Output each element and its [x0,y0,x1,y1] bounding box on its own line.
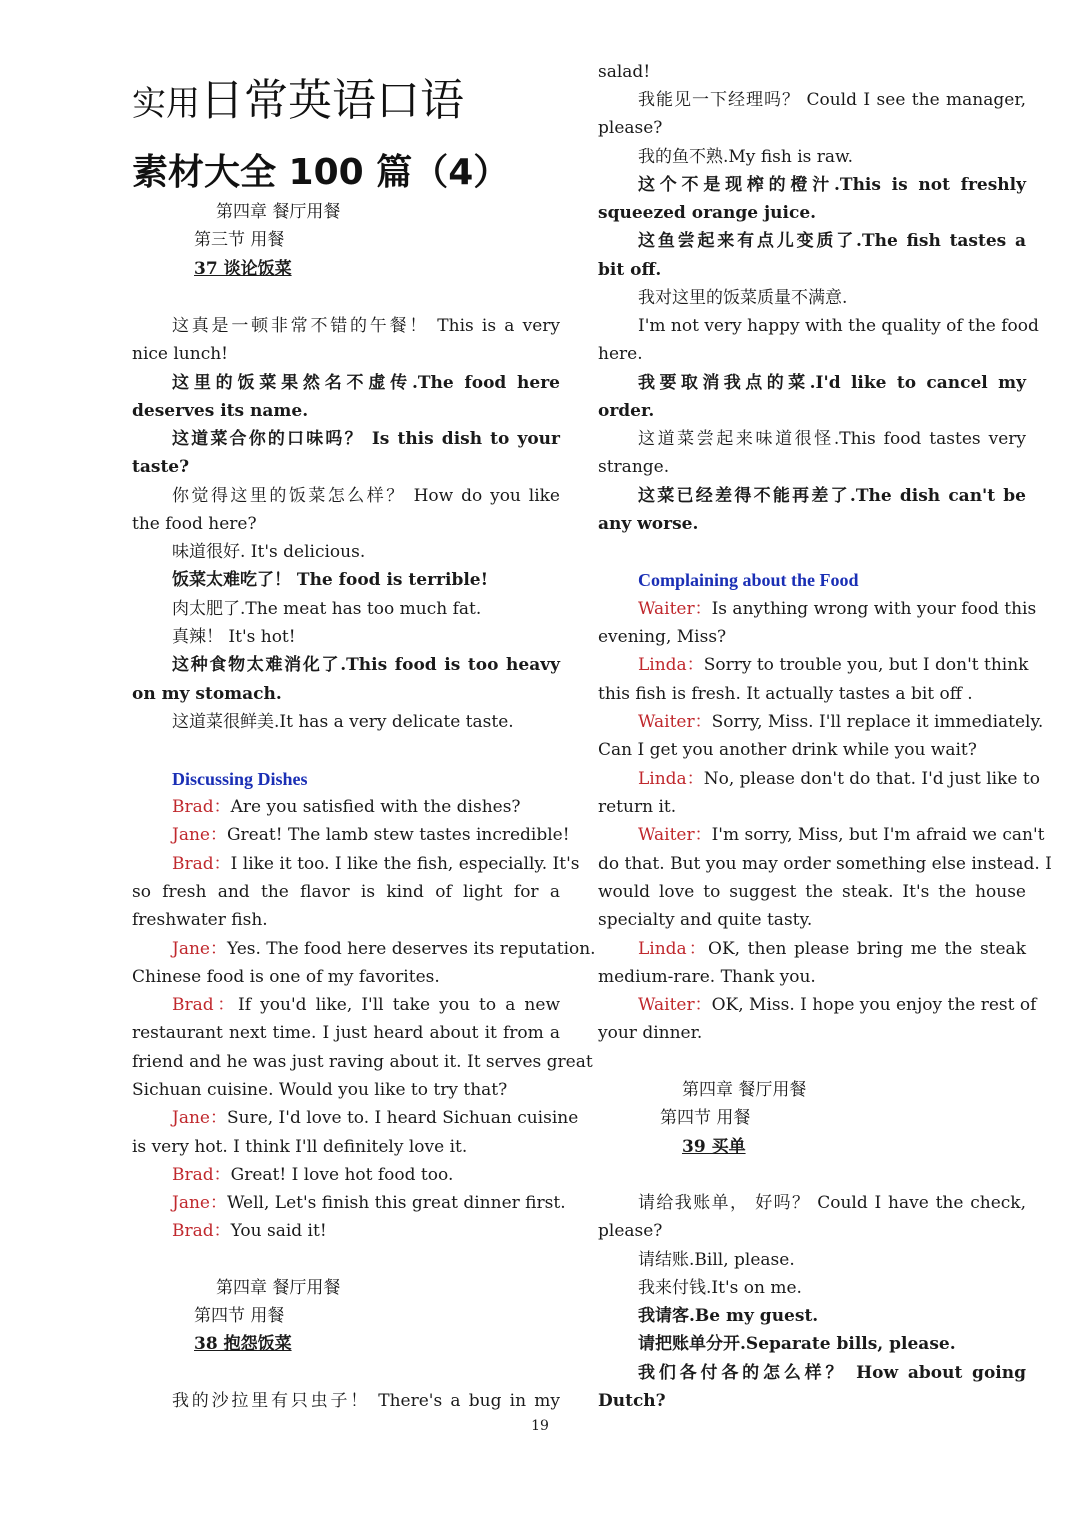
dialog-line: so fresh and the flavor is kind of light for a [132,882,560,902]
text-line: order. [598,401,655,421]
dialog-line: return it. [598,797,677,817]
text-line: bit off. [598,260,662,280]
speaker-name: Brad： [172,854,231,874]
text-line: 请把账单分开.Separate bills, please. [638,1334,956,1354]
text-line: 味道很好. It's delicious. [172,542,366,562]
text-line: 这道菜合你的口味吗？ Is this dish to your [172,429,560,449]
dialog-line: friend and he was just raving about it. It serves great [132,1052,593,1072]
text-line: I'm not very happy with the quality of the food [638,316,1039,336]
dialog-line: medium-rare. Thank you. [598,967,816,987]
text-line: 我来付钱.It's on me. [638,1278,802,1298]
dialog-heading: Discussing Dishes [172,769,308,789]
text-line: 这个不是现榨的橙汁.This is not freshly [638,175,1026,195]
dialog-line: Waiter：Is anything wrong with your food this [638,599,1037,619]
speaker-name: Jane： [172,1108,227,1128]
text-line: 我对这里的饭菜质量不满意. [638,288,848,308]
speaker-name: Brad： [172,995,239,1015]
speaker-name: Jane： [172,1193,227,1213]
text-line: 这种食物太难消化了.This food is too heavy [172,655,560,675]
speaker-name: Brad： [172,1221,231,1241]
dialog-line: Linda：No, please don't do that. I'd just like to [638,769,1040,789]
dialog-line: Jane：Yes. The food here deserves its reputation. [172,939,596,959]
speaker-name: Linda： [638,769,704,789]
page-title-line1: 实用日常英语口语 [132,75,464,126]
text-line: 这真是一顿非常不错的午餐！ This is a very [172,316,560,336]
text-line: 我请客.Be my guest. [638,1306,819,1326]
speaker-name: Brad： [172,797,231,817]
text-line: 肉太肥了.The meat has too much fat. [172,599,482,619]
text-line: nice lunch! [132,344,229,364]
dialog-line: Brad：Great! I love hot food too. [172,1165,454,1185]
page-title-line2: 素材大全 100 篇（4） [132,152,510,193]
dialog-line: Linda：OK, then please bring me the steak [638,939,1026,959]
section-label: 第三节 用餐 [194,230,285,250]
text-line: strange. [598,457,670,477]
text-line: 这里的饭菜果然名不虚传.The food here [172,373,560,393]
dialog-line: Linda：Sorry to trouble you, but I don't think [638,655,1029,675]
dialog-line: Waiter：OK, Miss. I hope you enjoy the rest of [638,995,1037,1015]
text-line: 我要取消我点的菜.I'd like to cancel my [638,373,1026,393]
speaker-name: Jane： [172,825,227,845]
dialog-line: specialty and quite tasty. [598,910,813,930]
text-line: any worse. [598,514,699,534]
section-label: 第四节 用餐 [194,1306,285,1326]
text-line: here. [598,344,643,364]
text-line: 请结账.Bill, please. [638,1250,795,1270]
dialog-line: Sichuan cuisine. Would you like to try that? [132,1080,508,1100]
speaker-name: Waiter： [638,995,712,1015]
text-line: squeezed orange juice. [598,203,817,223]
dialog-line: do that. But you may order something else instead. I [598,854,1052,874]
speaker-name: Waiter： [638,825,712,845]
speaker-name: Brad： [172,1165,231,1185]
text-line: 请给我账单， 好吗？ Could I have the check, [638,1193,1026,1213]
text-line: 这菜已经差得不能再差了.The dish can't be [638,486,1026,506]
chapter-label: 第四章 餐厅用餐 [216,202,341,222]
speaker-name: Waiter： [638,712,712,732]
dialog-line: Jane：Sure, I'd love to. I heard Sichuan cuisine [172,1108,579,1128]
dialog-line: Jane：Great! The lamb stew tastes incredible! [172,825,570,845]
dialog-line: Brad：You said it! [172,1221,327,1241]
dialog-line: this fish is fresh. It actually tastes a bit off . [598,684,973,704]
dialog-line: would love to suggest the steak. It's the house [598,882,1026,902]
chapter-label: 第四章 餐厅用餐 [216,1278,341,1298]
section-title: 38 抱怨饭菜 [194,1334,292,1354]
text-line: 我能见一下经理吗？ Could I see the manager, [638,90,1026,110]
text-line: 真辣！ It's hot! [172,627,296,647]
text-line: 这鱼尝起来有点儿变质了.The fish tastes a [638,231,1026,251]
dialog-heading: Complaining about the Food [638,570,859,590]
text-line: 饭菜太难吃了！ The food is terrible! [172,570,489,590]
speaker-name: Waiter： [638,599,712,619]
speaker-name: Jane： [172,939,227,959]
section-title: 37 谈论饭菜 [194,259,292,279]
dialog-line: Brad：If you'd like, I'll take you to a new [172,995,560,1015]
chapter-label: 第四章 餐厅用餐 [682,1080,807,1100]
dialog-line: is very hot. I think I'll definitely love it. [132,1137,468,1157]
speaker-name: Linda： [638,939,709,959]
dialog-line: restaurant next time. I just heard about it from a [132,1023,560,1043]
dialog-line: Waiter：I'm sorry, Miss, but I'm afraid we can't [638,825,1045,845]
speaker-name: Linda： [638,655,704,675]
text-line: the food here? [132,514,257,534]
dialog-line: Can I get you another drink while you wait? [598,740,977,760]
text-line: 你觉得这里的饭菜怎么样？ How do you like [172,486,560,506]
dialog-line: evening, Miss? [598,627,727,647]
section-label: 第四节 用餐 [660,1108,751,1128]
text-line: 我们各付各的怎么样？ How about going [638,1363,1026,1383]
dialog-line: Chinese food is one of my favorites. [132,967,440,987]
text-line: salad! [598,62,651,82]
text-line: please? [598,1221,663,1241]
dialog-line: Brad：I like it too. I like the fish, especially. It's [172,854,580,874]
text-line: deserves its name. [132,401,309,421]
section-title: 39 买单 [682,1137,746,1157]
page-number: 19 [531,1418,549,1434]
dialog-line: freshwater fish. [132,910,268,930]
dialog-line: Jane：Well, Let's finish this great dinner first. [172,1193,566,1213]
text-line: 我的沙拉里有只虫子！ There's a bug in my [172,1391,560,1411]
text-line: taste? [132,457,190,477]
dialog-line: Brad：Are you satisfied with the dishes? [172,797,521,817]
dialog-line: Waiter：Sorry, Miss. I'll replace it immediately. [638,712,1044,732]
text-line: 这道菜尝起来味道很怪.This food tastes very [638,429,1026,449]
text-line: please? [598,118,663,138]
dialog-line: your dinner. [598,1023,703,1043]
text-line: on my stomach. [132,684,282,704]
text-line: 这道菜很鲜美.It has a very delicate taste. [172,712,514,732]
text-line: 我的鱼不熟.My fish is raw. [638,147,853,167]
text-line: Dutch? [598,1391,666,1411]
